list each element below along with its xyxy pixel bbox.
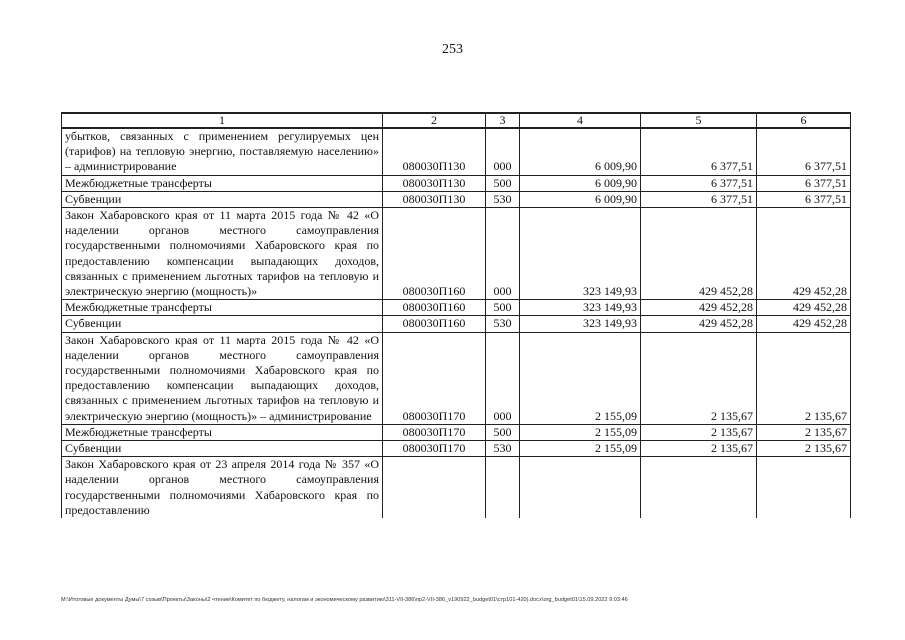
target-code: 080030П170 — [383, 424, 486, 440]
row-description: Субвенции — [62, 191, 383, 207]
table-row — [62, 191, 851, 207]
amount-col5: 6 377,51 — [641, 175, 757, 191]
table-row — [62, 457, 851, 518]
amount-col5 — [641, 457, 757, 518]
table-row — [62, 316, 851, 332]
amount-col6 — [757, 457, 851, 518]
amount-col6: 429 452,28 — [757, 316, 851, 332]
row-description: Межбюджетные трансферты — [62, 300, 383, 316]
budget-table — [61, 112, 851, 518]
target-code: 080030П160 — [383, 300, 486, 316]
expense-type: 000 — [486, 332, 520, 424]
target-code: 080030П130 — [383, 128, 486, 175]
amount-col6: 429 452,28 — [757, 300, 851, 316]
expense-type: 000 — [486, 128, 520, 175]
column-header-6: 6 — [757, 113, 851, 128]
target-code: 080030П160 — [383, 316, 486, 332]
amount-col5: 429 452,28 — [641, 316, 757, 332]
amount-col6: 6 377,51 — [757, 175, 851, 191]
amount-col6: 6 377,51 — [757, 128, 851, 175]
row-description: Закон Хабаровского края от 11 марта 2015 года № 42 «О наделении органов местного самоуправления государственными полномочиями Хабаровского края по предоставлению компенсации выпадающих доходов, связанных с применением льготных тарифов на тепловую и электрическую энергию (мощность)» – администрирование — [62, 332, 383, 424]
amount-col4: 6 009,90 — [520, 128, 641, 175]
amount-col4: 323 149,93 — [520, 208, 641, 300]
column-header-1: 1 — [62, 113, 383, 128]
row-description: Субвенции — [62, 316, 383, 332]
amount-col5: 429 452,28 — [641, 300, 757, 316]
amount-col5: 2 135,67 — [641, 424, 757, 440]
target-code: 080030П170 — [383, 441, 486, 457]
table-row — [62, 424, 851, 440]
row-description: Закон Хабаровского края от 11 марта 2015 года № 42 «О наделении органов местного самоуправления государственными полномочиями Хабаровского края по предоставлению компенсации выпадающих доходов, связанных с применением льготных тарифов на тепловую и электрическую энергию (мощность)» — [62, 208, 383, 300]
column-header-2: 2 — [383, 113, 486, 128]
expense-type: 500 — [486, 424, 520, 440]
amount-col4: 2 155,09 — [520, 441, 641, 457]
amount-col6: 2 135,67 — [757, 332, 851, 424]
target-code: 080030П160 — [383, 208, 486, 300]
expense-type: 530 — [486, 191, 520, 207]
column-header-5: 5 — [641, 113, 757, 128]
expense-type: 000 — [486, 208, 520, 300]
amount-col6: 6 377,51 — [757, 191, 851, 207]
amount-col4: 2 155,09 — [520, 332, 641, 424]
document-footer-path: M:\Итоговые документы Думы\7 созыв\Проекты\Законы\2 чтение\Комитет по бюджету, налогам и экономическому развитию\311-VII-386\пр2-VII-386_v190922_budget01\стр101-420).docx\org_budget01\15.09.2022 9:03:46 — [61, 597, 628, 603]
row-description: Межбюджетные трансферты — [62, 175, 383, 191]
row-description: убытков, связанных с применением регулируемых цен (тарифов) на тепловую энергию, поставляемую населению» – администрирование — [62, 128, 383, 175]
expense-type — [486, 457, 520, 518]
row-description: Закон Хабаровского края от 23 апреля 2014 года № 357 «О наделении органов местного самоуправления государственными полномочиями Хабаровского края по предоставлению — [62, 457, 383, 518]
amount-col4: 6 009,90 — [520, 191, 641, 207]
row-description: Субвенции — [62, 441, 383, 457]
row-description: Межбюджетные трансферты — [62, 424, 383, 440]
expense-type: 530 — [486, 316, 520, 332]
amount-col4: 2 155,09 — [520, 424, 641, 440]
amount-col6: 2 135,67 — [757, 441, 851, 457]
table-row — [62, 208, 851, 300]
amount-col6: 2 135,67 — [757, 424, 851, 440]
target-code: 080030П130 — [383, 191, 486, 207]
target-code: 080030П170 — [383, 332, 486, 424]
amount-col5: 2 135,67 — [641, 441, 757, 457]
column-header-3: 3 — [486, 113, 520, 128]
column-header-4: 4 — [520, 113, 641, 128]
table-row — [62, 128, 851, 175]
table-row — [62, 175, 851, 191]
page-number: 253 — [442, 42, 463, 57]
expense-type: 500 — [486, 300, 520, 316]
amount-col5: 2 135,67 — [641, 332, 757, 424]
amount-col4: 323 149,93 — [520, 316, 641, 332]
target-code: 080030П130 — [383, 175, 486, 191]
amount-col5: 429 452,28 — [641, 208, 757, 300]
amount-col4: 323 149,93 — [520, 300, 641, 316]
table-row — [62, 441, 851, 457]
amount-col5: 6 377,51 — [641, 128, 757, 175]
table-row — [62, 300, 851, 316]
table-row — [62, 332, 851, 424]
table-header-row — [62, 113, 851, 128]
expense-type: 530 — [486, 441, 520, 457]
amount-col5: 6 377,51 — [641, 191, 757, 207]
amount-col4 — [520, 457, 641, 518]
amount-col6: 429 452,28 — [757, 208, 851, 300]
expense-type: 500 — [486, 175, 520, 191]
target-code — [383, 457, 486, 518]
amount-col4: 6 009,90 — [520, 175, 641, 191]
